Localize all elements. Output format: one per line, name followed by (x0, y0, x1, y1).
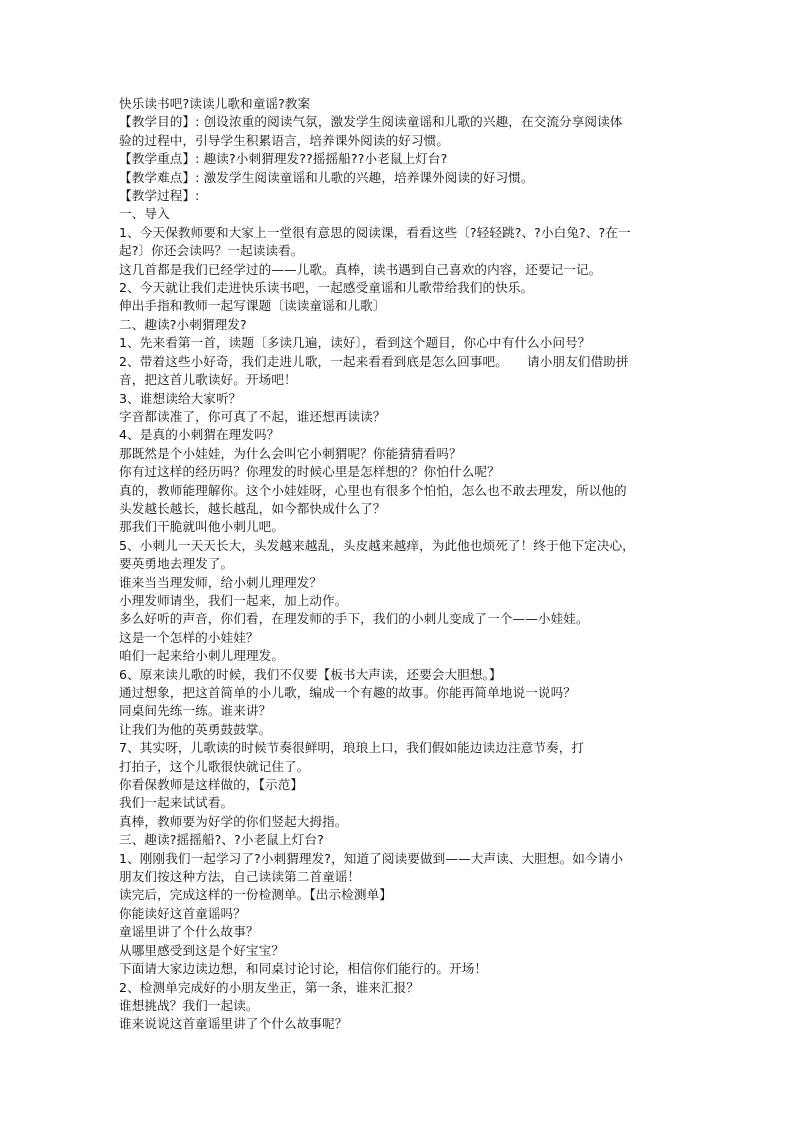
text-line: 谁来说说这首童谣里讲了个什么故事呢？ (119, 1016, 348, 1032)
text-line: 【教学难点】: 激发学生阅读童谣和儿歌的兴趣，培养课外阅读的好习惯。 (119, 169, 534, 185)
text-line: 打拍子，这个儿歌很快就记住了。 (119, 758, 310, 774)
text-line: 这是一个怎样的小娃娃？ (119, 629, 259, 645)
text-line: 伸出手指和教师一起写课题〔读读童谣和儿歌〕 (119, 298, 386, 314)
text-line: 7、其实呀，儿歌读的时候节奏很鲜明，琅琅上口，我们假如能边读边注意节奏，打 (119, 740, 585, 756)
text-line: 谁想挑战？我们一起读。 (119, 997, 259, 1013)
text-line: 小理发师请坐，我们一起来，加上动作。 (119, 592, 348, 608)
text-line: 我们一起来试试看。 (119, 795, 234, 811)
text-line: 快乐读书吧?读读儿歌和童谣?教案 (119, 96, 311, 111)
text-line: 1、刚刚我们一起学习了?小刺猬理发?，知道了阅读要做到——大声读、大胆想。如今请小 (119, 850, 624, 866)
text-line: 通过想象，把这首简单的小儿歌，编成一个有趣的故事。你能再简单地说一说吗？ (119, 685, 576, 700)
text-line: 4、是真的小刺猬在理发吗？ (119, 427, 280, 443)
text-line: 2、带着这些小好奇，我们走进儿歌，一起来看看到底是怎么回事吧。 请小朋友们借助拼 (119, 353, 629, 369)
text-line: 验的过程中，引导学生积累语言，培养课外阅读的好习惯。 (119, 132, 450, 148)
text-line: 朋友们按这种方法，自己读读第二首童谣！ (119, 869, 361, 885)
text-line: 读完后，完成这样的一份检测单。【出示检测单】 (119, 887, 392, 903)
text-line: 谁来当当理发师，给小刺儿理理发？ (119, 574, 323, 590)
text-line: 那既然是个小娃娃，为什么会叫它小刺猬呢？你能猜猜看吗？ (119, 445, 462, 461)
text-line: 要英勇地去理发了。 (119, 556, 234, 572)
text-line: 【教学重点】: 趣读?小刺猬理发??摇摇船??小老鼠上灯台? (119, 151, 448, 167)
text-line: 下面请大家边读边想，和同桌讨论讨论，相信你们能行的。开场！ (119, 961, 488, 977)
text-line: 3、谁想读给大家听？ (119, 390, 242, 406)
text-line: 真的，教师能理解你。这个小娃娃呀，心里也有很多个怕怕，怎么也不敢去理发，所以他的 (119, 482, 627, 498)
text-line: 1、今天保教师要和大家上一堂很有意思的阅读课，看看这些〔?轻轻跳?、?小白兔?、?在一 (119, 224, 631, 240)
text-line: 6、原来读儿歌的时候，我们不仅要【板书大声读，还要会大胆想。】 (119, 666, 502, 682)
text-line: 【教学目的】: 创设浓重的阅读气氛，激发学生阅读童谣和儿歌的兴趣，在交流分享阅读体 (119, 114, 623, 130)
text-line: 2、今天就让我们走进快乐读书吧，一起感受童谣和儿歌带给我们的快乐。 (119, 280, 534, 296)
text-line: 那我们干脆就叫他小刺儿吧。 (119, 519, 285, 535)
text-line: 【教学过程】: (119, 188, 200, 204)
text-line: 你有过这样的经历吗？你理发的时候心里是怎样想的？你怕什么呢？ (119, 464, 500, 480)
text-line: 多么好听的声音，你们看，在理发师的手下，我们的小刺儿变成了一个——小娃娃。 (119, 611, 589, 627)
text-line: 起?〕你还会读吗？一起读读看。 (119, 243, 304, 259)
text-line: 咱们一起来给小刺儿理理发。 (119, 648, 285, 664)
text-line: 2、检测单完成好的小朋友坐正，第一条，谁来汇报？ (119, 979, 420, 995)
text-line: 字音都读准了，你可真了不起，谁还想再读读？ (119, 408, 386, 424)
text-line: 你看保教师是这样做的，【示范】 (119, 777, 304, 793)
text-line: 让我们为他的英勇鼓鼓掌。 (119, 721, 272, 737)
lesson-plan-document (119, 95, 684, 1034)
text-line: 1、先来看第一首，读题〔多读几遍，读好〕，看到这个题目，你心中有什么小问号？ (119, 335, 591, 351)
text-line: 音，把这首儿歌读好。开场吧！ (119, 372, 297, 388)
text-line: 三、趣读?摇摇船?、?小老鼠上灯台? (119, 832, 324, 848)
text-line: 一、导入 (119, 206, 170, 222)
text-line: 真棒，教师要为好学的你们竖起大拇指。 (119, 813, 348, 829)
text-line: 童谣里讲了个什么故事？ (119, 924, 259, 940)
text-line: 你能读好这首童谣吗？ (119, 905, 246, 921)
text-line: 二、趣读?小刺猬理发? (119, 316, 247, 332)
text-line: 5、小刺儿一天天长大，头发越来越乱，头皮越来越痒，为此他也烦死了！终于他下定决心， (119, 537, 635, 553)
text-line: 头发越长越长，越长越乱，如今都快成什么了？ (119, 500, 386, 516)
text-line: 从哪里感受到这是个好宝宝？ (119, 942, 285, 958)
text-line: 同桌间先练一练。谁来讲？ (119, 703, 272, 719)
text-line: 这几首都是我们已经学过的——儿歌。真棒，读书遇到自己喜欢的内容，还要记一记。 (119, 261, 602, 277)
